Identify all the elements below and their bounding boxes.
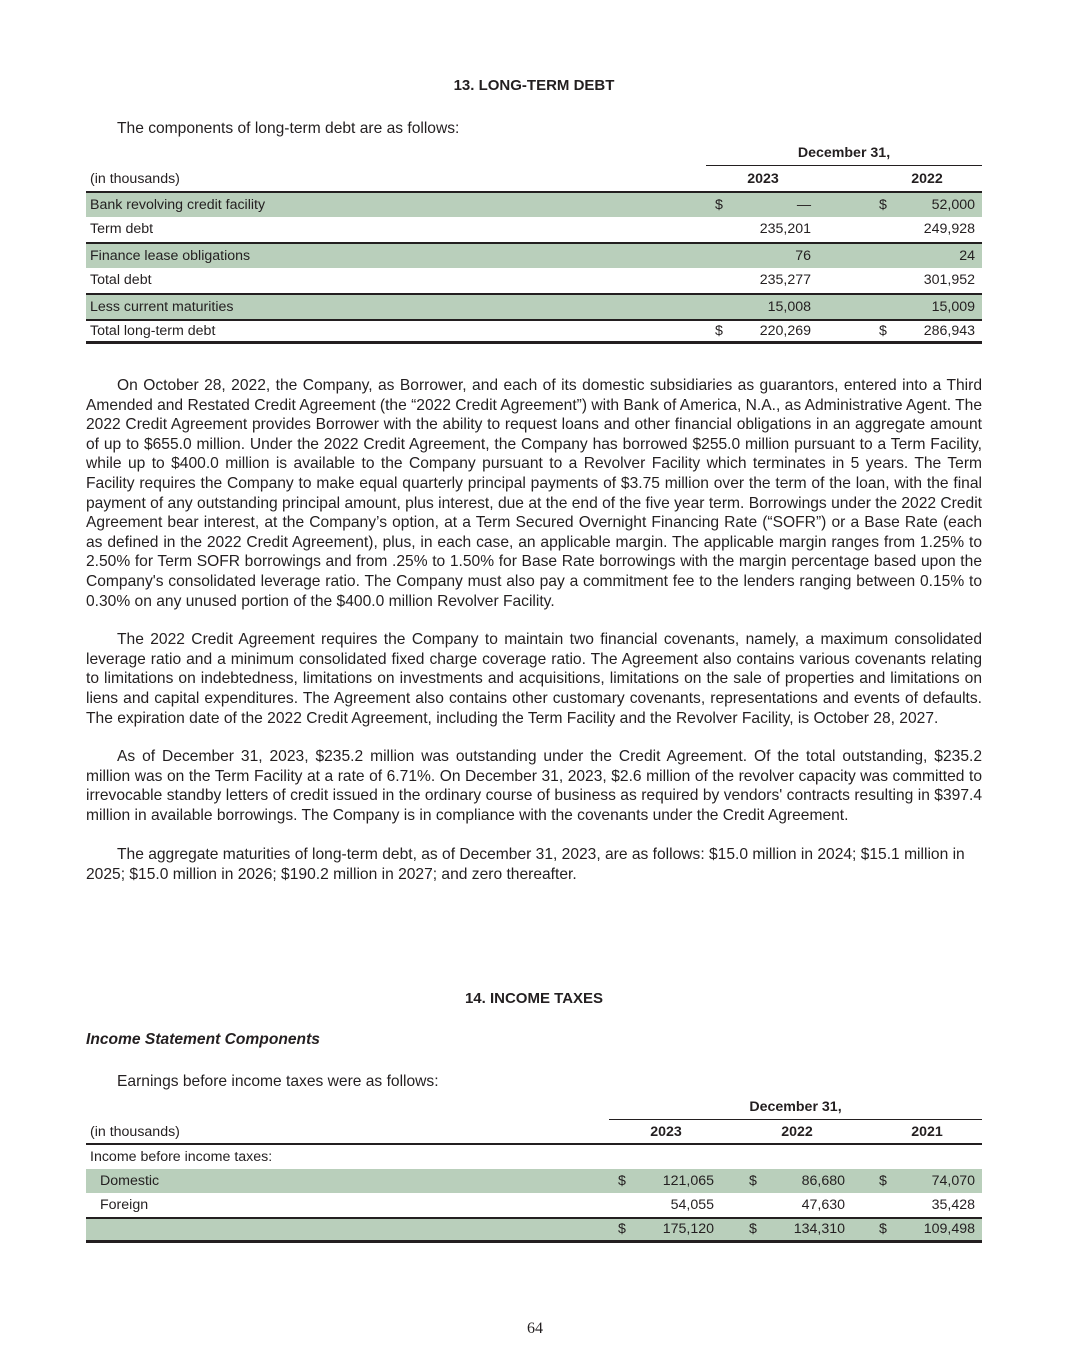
- currency-symbol: $: [879, 196, 887, 213]
- value-cell: [740, 1173, 852, 1189]
- value-cell: [870, 197, 982, 213]
- value-cell: [740, 1197, 852, 1213]
- section-13-body: [86, 376, 982, 885]
- value: 121,065: [662, 1173, 714, 1189]
- value-cell: [706, 197, 818, 213]
- year-header: 2022: [911, 170, 943, 187]
- value: —: [796, 196, 811, 213]
- value-cell: [609, 1197, 721, 1213]
- value: 15,008: [767, 298, 811, 315]
- value-cell: [870, 1221, 982, 1237]
- value-cell: [870, 221, 982, 237]
- currency-symbol: $: [879, 1221, 887, 1238]
- value-cell: [870, 1197, 982, 1213]
- unit-label: (in thousands): [90, 170, 180, 187]
- period-header: December 31,: [609, 1097, 982, 1120]
- currency-symbol: $: [715, 196, 723, 213]
- value-cell: [870, 299, 982, 315]
- group-label: Income before income taxes:: [90, 1149, 273, 1165]
- unit-label: (in thousands): [90, 1123, 180, 1140]
- year-header: 2021: [911, 1123, 943, 1140]
- value-cell: [706, 299, 818, 315]
- value: 235,201: [759, 221, 811, 238]
- value: 74,070: [931, 1173, 975, 1189]
- value-cell: [706, 221, 818, 237]
- table-row: [86, 319, 982, 345]
- value-cell: [609, 1173, 721, 1189]
- table-row: [86, 242, 982, 268]
- value: 175,120: [662, 1221, 714, 1238]
- year-header: 2023: [650, 1123, 682, 1140]
- table-row: [86, 217, 982, 243]
- value: 35,428: [931, 1197, 975, 1213]
- table-row: [86, 191, 982, 217]
- value-cell: [870, 1173, 982, 1189]
- value-cell: [870, 272, 982, 288]
- value: 134,310: [793, 1221, 845, 1238]
- row-label: Finance lease obligations: [90, 247, 251, 264]
- value-cell: [740, 1221, 852, 1237]
- paragraph: The aggregate maturities of long-term debt, as of December 31, 2023, are as follows: $15.0 million in 2024; $15.1 million in 2025; $15.0 million in 2026; $190.2 million in 2027; and zero thereafter.: [86, 846, 965, 884]
- section-14-title: 14. INCOME TAXES: [464, 990, 604, 1007]
- currency-symbol: $: [749, 1221, 757, 1238]
- value-cell: [870, 323, 982, 339]
- row-label: Domestic: [100, 1173, 160, 1189]
- section-14-subheading: Income Statement Components: [86, 1031, 320, 1048]
- value: 220,269: [759, 322, 811, 339]
- currency-symbol: $: [879, 322, 887, 339]
- value: 86,680: [801, 1173, 845, 1189]
- value: 286,943: [923, 322, 975, 339]
- value: 54,055: [670, 1197, 714, 1213]
- currency-symbol: $: [715, 322, 723, 339]
- value-cell: [706, 323, 818, 339]
- table-row: [86, 1193, 982, 1217]
- page-number: 64: [527, 1320, 543, 1337]
- row-label: Bank revolving credit facility: [90, 196, 266, 213]
- currency-symbol: $: [879, 1173, 887, 1189]
- section-14-intro: Earnings before income taxes were as follows:: [117, 1073, 439, 1090]
- period-header: December 31,: [706, 144, 982, 166]
- value-cell: [706, 272, 818, 288]
- currency-symbol: $: [618, 1173, 626, 1189]
- year-header: 2023: [747, 170, 779, 187]
- paragraph: As of December 31, 2023, $235.2 million was outstanding under the Credit Agreement. Of the total outstanding, $235.2 million was on the Term Facility at a rate of 6.71%. On December 31, 2023, $2.6 million of the revolver capacity was committed to irrevocable standby letters of credit issued in the ordinary course of business as required by vendors' contracts resulting in $397.4 million in available borrowings. The Company is in compliance with the covenants under the Credit Agreement.: [86, 748, 982, 824]
- table-row: [86, 268, 982, 294]
- value: 47,630: [801, 1197, 845, 1213]
- row-label: Term debt: [90, 221, 154, 238]
- long-term-debt-table: [86, 144, 982, 344]
- value: 76: [795, 247, 811, 264]
- paragraph: On October 28, 2022, the Company, as Borrower, and each of its domestic subsidiaries as guarantors, entered into a Third Amended and Restated Credit Agreement (the “2022 Credit Agreement”) with Bank of America, N.A., as Administrative Agent. The 2022 Credit Agreement provides Borrower with the ability to request loans and other financial obligations in an aggregate amount of up to $655.0 million. Under the 2022 Credit Agreement, the Company has borrowed $255.0 million pursuant to a Term Facility, while up to $400.0 million is available to the Company pursuant to a Revolver Facility which terminates in 5 years. The Term Facility requires the Company to make equal quarterly principal payments of $3.75 million over the term of the loan, with the final payment of any outstanding principal amount, plus interest, due at the end of the five year term. Borrowings under the 2022 Credit Agreement bear interest, at the Company’s option, at a Term Secured Overnight Financing Rate (“SOFR”) or a Base Rate (each as defined in the 2022 Credit Agreement), plus, in each case, an applicable margin. The applicable margin ranges from 1.25% to 2.50% for Term SOFR borrowings and from .25% to 1.50% for Base Rate borrowings with the margin percentage based upon the Company's consolidated leverage ratio. The Company must also pay a commitment fee to the lenders ranging between 0.15% to 0.30% on any unused portion of the $400.0 million Revolver Facility.: [86, 377, 982, 610]
- value-cell: [609, 1221, 721, 1237]
- section-13-title: 13. LONG-TERM DEBT: [453, 77, 615, 94]
- value: 52,000: [931, 196, 975, 213]
- section-13-intro: The components of long-term debt are as follows:: [117, 120, 460, 137]
- value: 235,277: [759, 272, 811, 289]
- value: 249,928: [923, 221, 975, 238]
- value: 109,498: [923, 1221, 975, 1238]
- value-cell: [706, 248, 818, 264]
- value-cell: [870, 248, 982, 264]
- row-label: Foreign: [100, 1197, 149, 1213]
- row-label: Less current maturities: [90, 298, 234, 315]
- table-row: [86, 1217, 982, 1243]
- value: 24: [959, 247, 975, 264]
- income-taxes-table: [86, 1097, 982, 1243]
- currency-symbol: $: [618, 1221, 626, 1238]
- row-label: Total debt: [90, 272, 152, 289]
- row-label: Total long-term debt: [90, 322, 216, 339]
- value: 301,952: [923, 272, 975, 289]
- currency-symbol: $: [749, 1173, 757, 1189]
- paragraph: The 2022 Credit Agreement requires the Company to maintain two financial covenants, namely, a maximum consolidated leverage ratio and a minimum consolidated fixed charge coverage ratio. The Agreement also contains various covenants relating to limitations on indebtedness, limitations on investments and acquisitions, limitations on the sale of properties and limitations on liens and capital expenditures. The Agreement also contains other customary covenants, representations and events of defaults. The expiration date of the 2022 Credit Agreement, including the Term Facility and the Revolver Facility, is October 28, 2027.: [86, 631, 982, 727]
- year-header: 2022: [781, 1123, 813, 1140]
- table-row: [86, 1169, 982, 1193]
- value: 15,009: [931, 298, 975, 315]
- table-row: [86, 293, 982, 319]
